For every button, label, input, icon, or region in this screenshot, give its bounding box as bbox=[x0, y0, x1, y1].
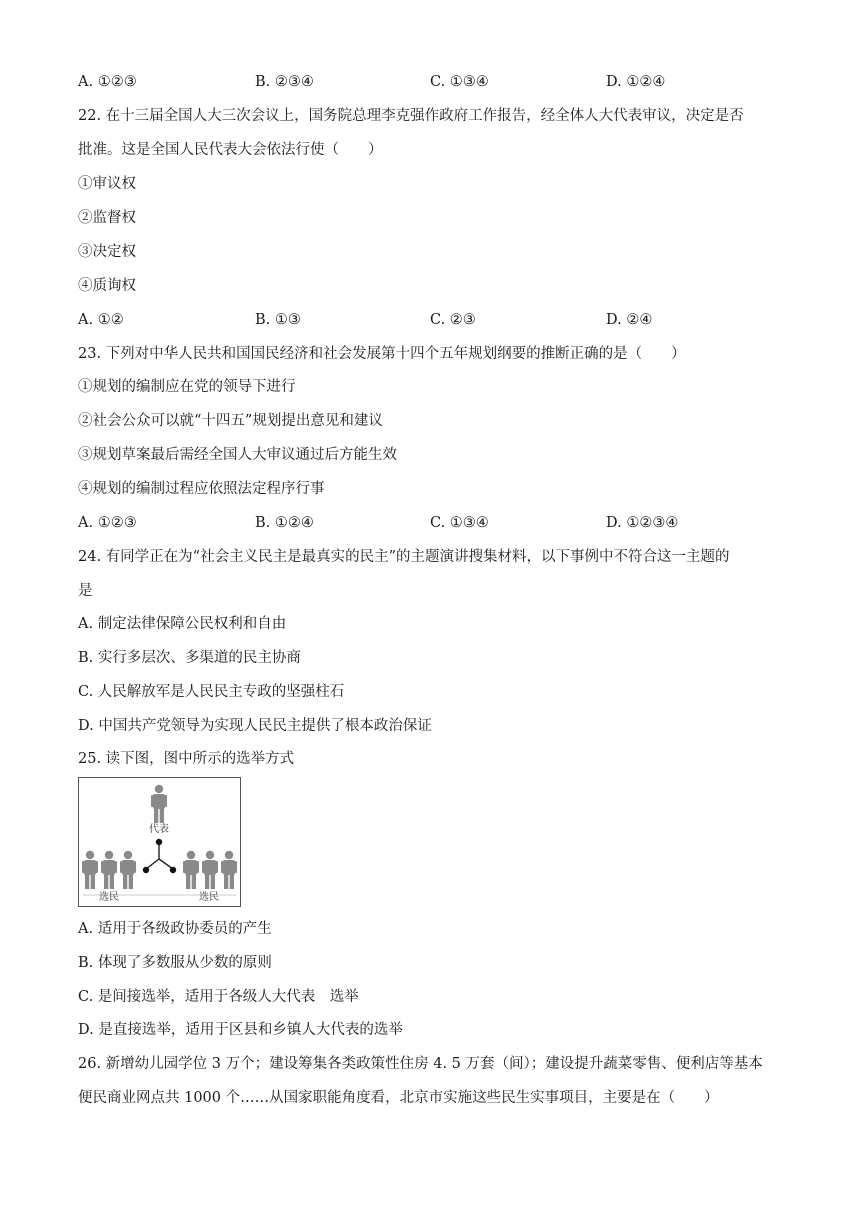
q22-option-a[interactable]: A. ①② bbox=[78, 312, 124, 328]
voter-label-left: 选民 bbox=[99, 892, 119, 903]
q25-choice-c[interactable]: C. 是间接选举，适用于各级人大代表 选举 bbox=[78, 989, 359, 1005]
q21-option-c[interactable]: C. ①③④ bbox=[430, 74, 489, 90]
q23-item-1: ①规划的编制应在党的领导下进行 bbox=[78, 379, 296, 395]
voting-connector bbox=[143, 839, 176, 873]
q22-item-3: ③决定权 bbox=[78, 244, 136, 260]
q23-option-a[interactable]: A. ①②③ bbox=[78, 515, 137, 531]
q22-option-c[interactable]: C. ②③ bbox=[430, 312, 476, 328]
q22-option-d[interactable]: D. ②④ bbox=[606, 312, 653, 328]
q25-choice-a[interactable]: A. 适用于各级政协委员的产生 bbox=[78, 921, 272, 937]
q23-item-4: ④规划的编制过程应依照法定程序行事 bbox=[78, 481, 325, 497]
representative-figure bbox=[151, 785, 167, 823]
q24-stem-line2: 是 bbox=[78, 583, 93, 599]
q26-stem-line2: 便民商业网点共 1000 个……从国家职能角度看，北京市实施这些民生实事项目，主要是在（ ） bbox=[78, 1090, 719, 1106]
q25-choice-d[interactable]: D. 是直接选举，适用于区县和乡镇人大代表的选举 bbox=[78, 1022, 403, 1038]
q23-option-b[interactable]: B. ①②④ bbox=[255, 515, 314, 531]
q23-item-2: ②社会公众可以就“十四五”规划提出意见和建议 bbox=[78, 413, 383, 429]
q22-item-4: ④质询权 bbox=[78, 278, 136, 294]
q26-stem-line1: 26. 新增幼儿园学位 3 万个；建设筹集各类政策性住房 4. 5 万套（间）；建设提升蔬菜零售、便利店等基本 bbox=[78, 1056, 763, 1072]
q23-option-d[interactable]: D. ①②③④ bbox=[606, 515, 679, 531]
voter-label-right: 选民 bbox=[199, 892, 219, 903]
representative-label: 代表 bbox=[149, 824, 169, 835]
q23-option-c[interactable]: C. ①③④ bbox=[430, 515, 489, 531]
q22-item-2: ②监督权 bbox=[78, 210, 136, 226]
election-diagram bbox=[78, 777, 241, 907]
q25-stem: 25. 读下图，图中所示的选举方式 bbox=[78, 751, 295, 767]
q21-options bbox=[78, 72, 778, 92]
q21-option-a[interactable]: A. ①②③ bbox=[78, 74, 137, 90]
q23-options bbox=[78, 513, 778, 533]
voter-group-right bbox=[183, 851, 237, 889]
q22-options bbox=[78, 310, 778, 330]
q24-choice-c[interactable]: C. 人民解放军是人民民主专政的坚强柱石 bbox=[78, 684, 345, 700]
election-diagram-graphic bbox=[79, 778, 240, 906]
q24-choice-a[interactable]: A. 制定法律保障公民权利和自由 bbox=[78, 616, 287, 632]
q24-stem-line1: 24. 有同学正在为“社会主义民主是最真实的民主”的主题演讲搜集材料，以下事例中不符合这一主题的 bbox=[78, 549, 730, 565]
voter-group-left bbox=[82, 851, 136, 889]
q22-option-b[interactable]: B. ①③ bbox=[255, 312, 301, 328]
q24-choice-d[interactable]: D. 中国共产党领导为实现人民民主提供了根本政治保证 bbox=[78, 718, 432, 734]
q21-option-b[interactable]: B. ②③④ bbox=[255, 74, 314, 90]
q22-stem-line2: 批准。这是全国人民代表大会依法行使（ ） bbox=[78, 142, 383, 158]
q23-stem: 23. 下列对中华人民共和国国民经济和社会发展第十四个五年规划纲要的推断正确的是（ ） bbox=[78, 346, 686, 362]
q22-stem-line1: 22. 在十三届全国人大三次会议上，国务院总理李克强作政府工作报告，经全体人大代表审议，决定是否 bbox=[78, 108, 744, 124]
q21-option-d[interactable]: D. ①②④ bbox=[606, 74, 666, 90]
q25-choice-b[interactable]: B. 体现了多数服从少数的原则 bbox=[78, 955, 272, 971]
q23-item-3: ③规划草案最后需经全国人大审议通过后方能生效 bbox=[78, 447, 397, 463]
q24-choice-b[interactable]: B. 实行多层次、多渠道的民主协商 bbox=[78, 650, 301, 666]
q22-item-1: ①审议权 bbox=[78, 176, 136, 192]
